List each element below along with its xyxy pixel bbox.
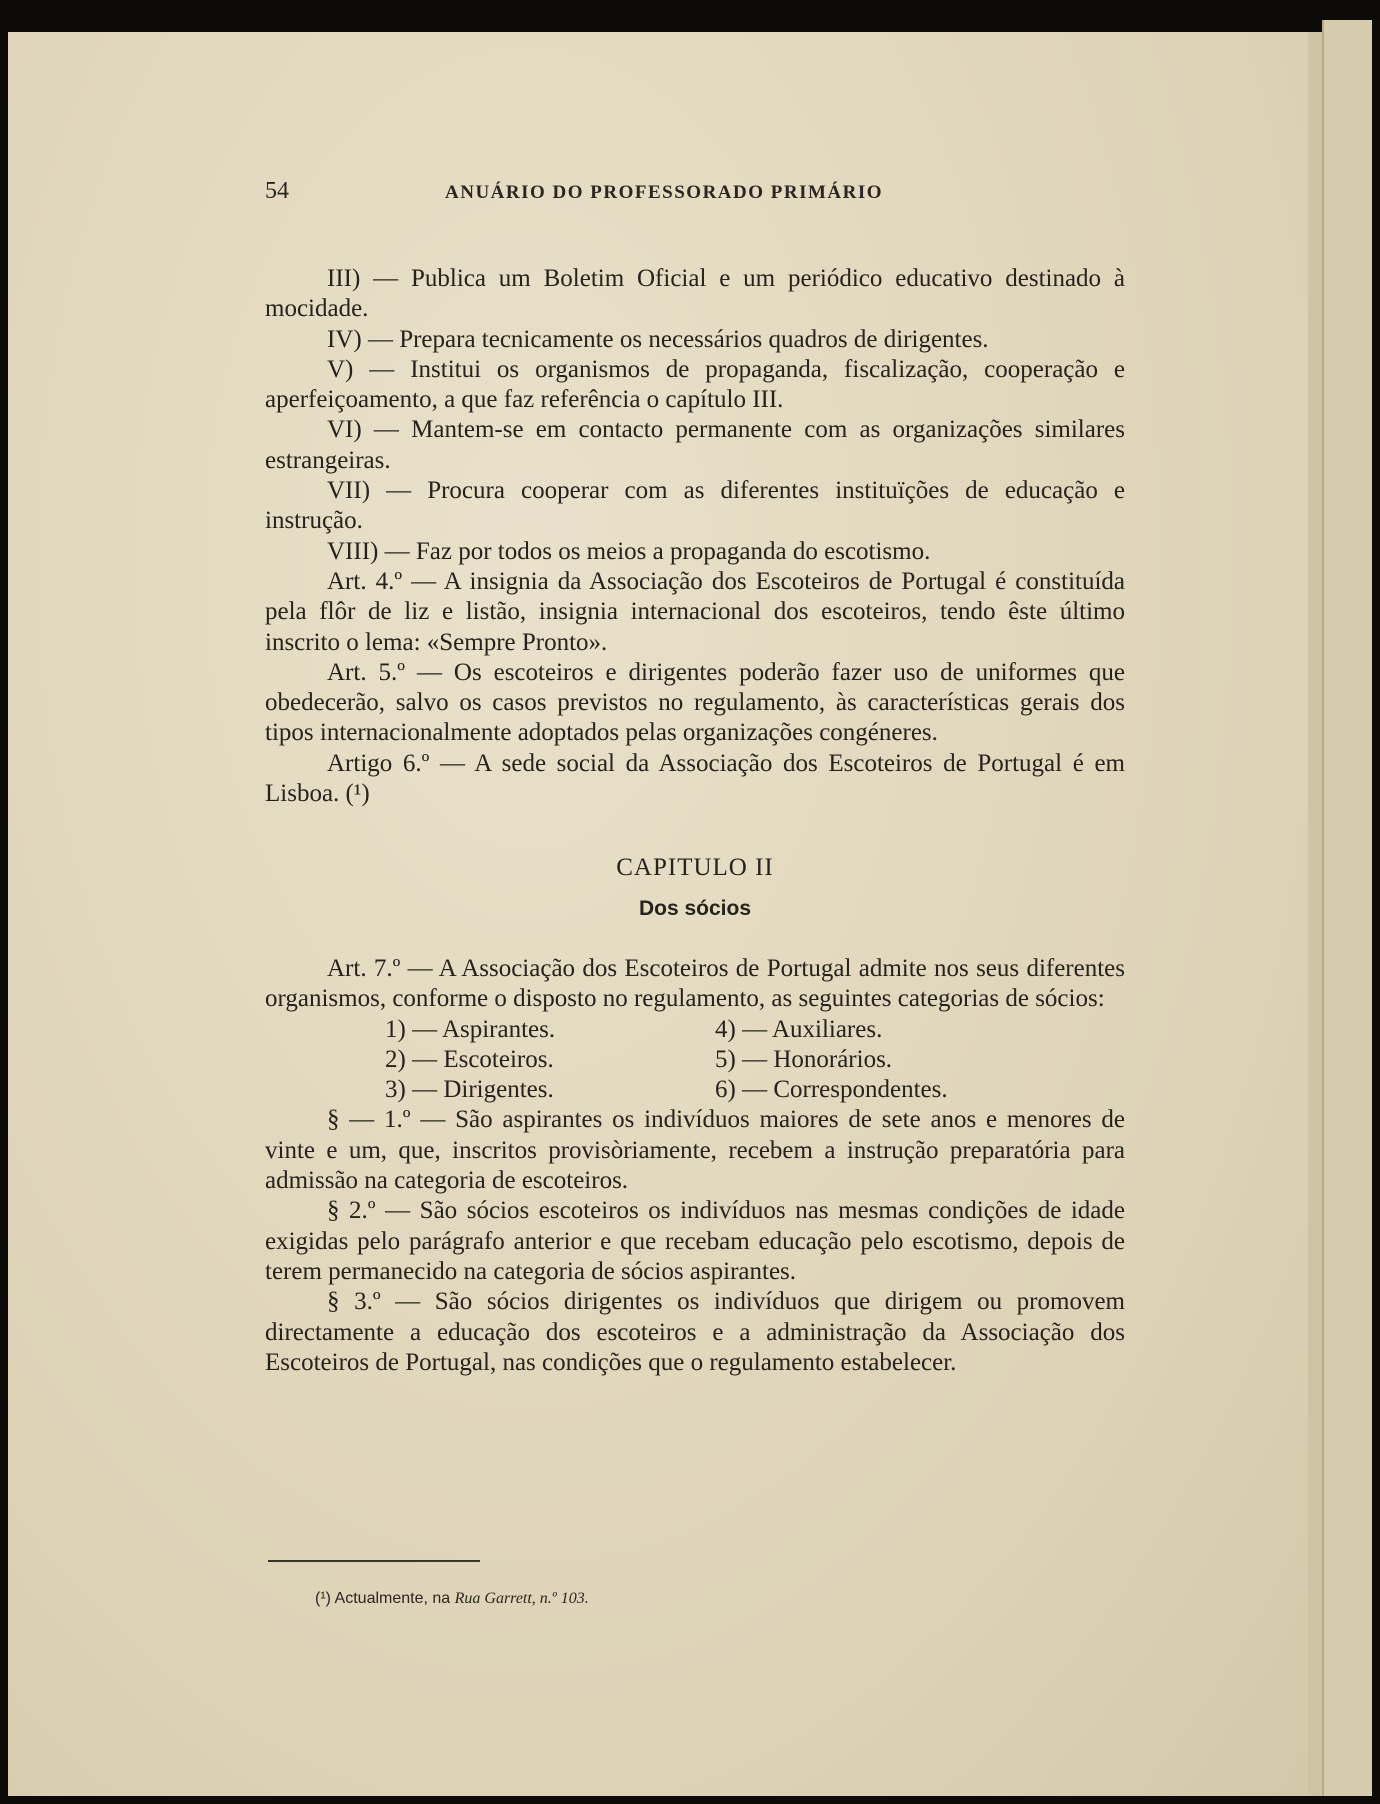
paragraph: III) — Publica um Boletim Oficial e um periódico educativo destinado à mocidade. [265, 265, 1125, 323]
category-item: 4) — Auxiliares. [715, 1015, 883, 1043]
category-item: 3) — Dirigentes. [385, 1076, 554, 1104]
chapter-subtitle: Dos sócios [638, 896, 752, 920]
paragraph: IV) — Prepara tecnicamente os necessários quadros de dirigentes. [327, 325, 989, 353]
page-body [265, 264, 1125, 1378]
footnote-rule [268, 1560, 480, 1562]
category-item: 6) — Correspondentes. [715, 1076, 948, 1104]
footnote-address: Rua Garrett, n.º 103. [454, 1590, 589, 1607]
section-1: § — 1.º — São aspirantes os indivíduos maiores de sete anos e menores de vinte e um, que, inscritos provisòriamente, recebem a instrução preparatória para admissão na categoria de escoteiros. [265, 1106, 1125, 1195]
article-7: Art. 7.º — A Associação dos Escoteiros de Portugal admite nos seus diferentes organismos, conforme o disposto no regulamento, as seguintes categorias de sócios: [265, 954, 1125, 1013]
paragraph: VII) — Procura cooperar com as diferentes instituïções de educação e instrução. [265, 477, 1125, 535]
paragraph: VI) — Mantem-se em contacto permanente com as organizações similares estrangeiras. [265, 416, 1125, 474]
category-item: 5) — Honorários. [715, 1045, 893, 1073]
paragraph: VIII) — Faz por todos os meios a propaganda do escotismo. [327, 537, 931, 565]
section-3: § 3.º — São sócios dirigentes os indivíduos que dirigem ou promovem directamente a educação dos escoteiros e a administração da Associação dos Escoteiros de Portugal, nas condições que o regulamento estabelecer. [265, 1288, 1125, 1376]
chapter-title: CAPITULO II [616, 854, 774, 882]
category-item: 2) — Escoteiros. [385, 1045, 554, 1073]
page-header [265, 178, 945, 218]
article-6: Artigo 6.º — A sede social da Associação dos Escoteiros de Portugal é em Lisboa. (¹) [265, 749, 1125, 808]
article-4: Art. 4.º — A insignia da Associação dos Escoteiros de Portugal é constituída pela flôr de liz e listão, insignia internacional dos escoteiros, tendo êste último inscrito o lema: «Sempre Pronto». [265, 567, 1125, 656]
footnote [315, 1590, 589, 1608]
article-5: Art. 5.º — Os escoteiros e dirigentes poderão fazer uso de uniformes que obedecerão, salvo os casos previstos no regulamento, às características gerais dos tipos internacionalmente adoptados pelas organizações congéneres. [265, 658, 1125, 747]
category-item: 1) — Aspirantes. [385, 1015, 556, 1043]
footnote-marker: (¹) [315, 1590, 331, 1607]
page-number: 54 [265, 178, 289, 204]
section-2: § 2.º — São sócios escoteiros os indivíduos nas mesmas condições de idade exigidas pelo parágrafo anterior e que recebam educação pelo escotismo, depois de terem permanecido na categoria de sócios aspirantes. [265, 1197, 1125, 1285]
running-title: ANUÁRIO DO PROFESSORADO PRIMÁRIO [445, 182, 884, 203]
adjacent-page-edge [1322, 20, 1372, 1796]
paragraph: V) — Institui os organismos de propaganda, fiscalização, cooperação e aperfeiçoamento, a que faz referência o capítulo III. [265, 355, 1125, 414]
member-categories [265, 1015, 1125, 1106]
footnote-text: Actualmente, na [334, 1590, 451, 1607]
